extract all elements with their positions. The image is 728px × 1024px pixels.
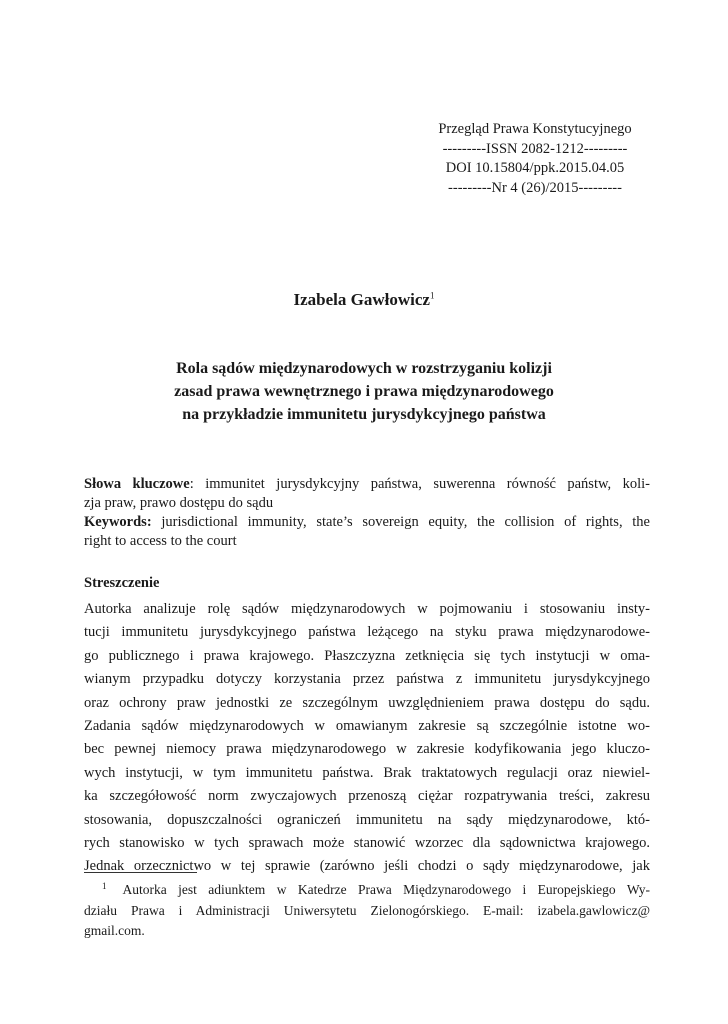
footnote-mark: 1 (102, 880, 107, 891)
abstract-body (84, 598, 650, 879)
article-title (80, 357, 648, 426)
keywords-en-line-2: right to access to the court (84, 533, 237, 549)
abstract-line: rych stanowisko w tych sprawach może stanowić wzorzec dla sądownictwa krajowego. (84, 835, 650, 852)
abstract-line: go publicznego i prawa krajowego. Płaszczyzna zetknięcia się tych instytucji w oma- (84, 647, 650, 664)
abstract-line: oraz ochrony praw jednostki ze szczególnym uwzględnieniem prawa dostępu do sądu. (84, 694, 650, 711)
keywords-en-text-1: jurisdictional immunity, state’s sovereign equity, the collision of rights, the (151, 514, 650, 530)
footnote-line-2: działu Prawa i Administracji Uniwersytetu Zielonogórskiego. E-mail: izabela.gawlowicz@ (84, 902, 650, 918)
keywords-pl-label: Słowa kluczowe (84, 476, 190, 492)
abstract-line: bec pewnej niemocy prawa międzynarodowego w zakresie kodyfikowania jego kluczo- (84, 741, 650, 758)
keywords-pl-line-1 (84, 475, 650, 494)
abstract-line: stosowania, dopuszczalności ograniczeń immunitetu na sądy międzynarodowe, któ- (84, 811, 650, 828)
journal-name: Przegląd Prawa Konstytucyjnego (438, 121, 632, 137)
keywords-en-line-1 (84, 513, 650, 532)
journal-issn: ---------ISSN 2082-1212--------- (442, 140, 628, 157)
keywords-pl-line-2: zja praw, prawo dostępu do sądu (84, 495, 274, 511)
title-line-2: zasad prawa wewnętrznego i prawa międzynarodowego (174, 383, 554, 400)
footnote-divider (84, 872, 197, 873)
title-line-1: Rola sądów międzynarodowych w rozstrzyganiu kolizji (176, 360, 552, 377)
keywords-block (84, 475, 650, 551)
footnote (84, 880, 650, 942)
abstract-heading: Streszczenie (84, 575, 160, 591)
abstract-line: Jednak orzecznictwo w tej sprawie (zarówno jeśli chodzi o sądy międzynarodowe, jak (84, 858, 650, 875)
abstract-line: wych instytucji, w tym immunitetu państwa. Brak traktatowych regulacji oraz niewiel- (84, 764, 650, 781)
journal-doi: DOI 10.15804/ppk.2015.04.05 (445, 160, 625, 176)
abstract-line: wianym przypadku dotyczy korzystania przez państwa z immunitetu jurysdykcyjnego (84, 671, 650, 688)
keywords-pl-text-1: : immunitet jurysdykcyjny państwa, suwerenna równość państw, koli- (189, 476, 650, 492)
journal-header (420, 120, 650, 198)
abstract-line: Autorka analizuje rolę sądów międzynarodowych w pojmowaniu i stosowaniu insty- (84, 601, 650, 617)
author-footnote-mark: 1 (429, 290, 435, 301)
abstract-line: ka szczegółowość norm zwyczajowych przenoszą ciężar rozpatrywania treści, zakresu (84, 788, 650, 805)
title-line-3: na przykładzie immunitetu jurysdykcyjnego państwa (182, 406, 546, 423)
footnote-line-3: gmail.com. (84, 923, 145, 938)
footnote-text-1: Autorka jest adiunktem w Katedrze Prawa Międzynarodowego i Europejskiego Wy- (122, 882, 650, 897)
journal-issue: ---------Nr 4 (26)/2015--------- (448, 179, 622, 196)
author-line (0, 290, 728, 310)
keywords-en-label: Keywords: (84, 514, 152, 530)
author-name: Izabela Gawłowicz (293, 290, 430, 309)
footnote-line-1 (84, 880, 650, 901)
abstract-line: Zadania sądów międzynarodowych w omawianym zakresie są szczególnie istotne wo- (84, 718, 650, 735)
abstract-line: tucji immunitetu jurysdykcyjnego państwa leżącego na styku prawa międzynarodowe- (84, 624, 650, 641)
